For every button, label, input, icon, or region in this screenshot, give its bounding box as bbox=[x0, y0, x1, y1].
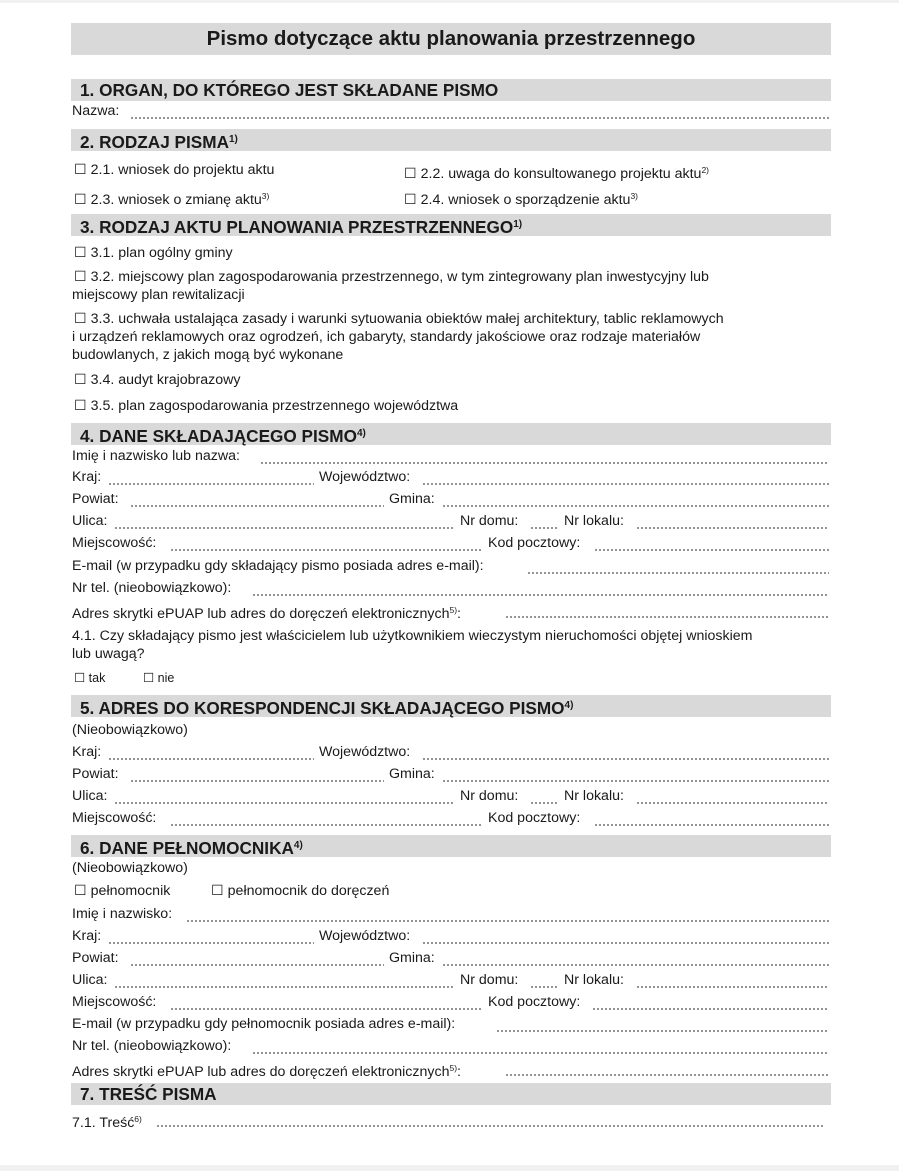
checkbox-3-2-line2: miejscowy plan rewitalizacji bbox=[72, 287, 245, 303]
fill-line-wojewodztwo[interactable] bbox=[422, 483, 829, 485]
document-page bbox=[0, 3, 899, 1165]
field-label-email: E-mail (w przypadku gdy składający pismo posiada adres e-mail): bbox=[72, 558, 484, 574]
fill-line-nr-domu[interactable] bbox=[530, 802, 558, 804]
checkbox-3-1[interactable]: ☐ 3.1. plan ogólny gminy bbox=[74, 245, 233, 261]
fill-line-gmina[interactable] bbox=[442, 964, 829, 966]
fill-line-wojewodztwo[interactable] bbox=[422, 942, 829, 944]
checkbox-2-4[interactable]: ☐ 2.4. wniosek o sporządzenie aktu$^{3)}$ bbox=[404, 191, 639, 208]
fill-line-tel[interactable] bbox=[252, 594, 829, 596]
checkbox-2-1[interactable]: ☐ 2.1. wniosek do projektu aktu bbox=[74, 162, 275, 178]
field-label-gmina: Gmina: bbox=[389, 491, 435, 507]
fill-line-nr-lokalu[interactable] bbox=[636, 986, 829, 988]
section-2-heading: 2. RODZAJ PISMA$^{1)}$ bbox=[71, 129, 831, 151]
field-label-nr-lokalu: Nr lokalu: bbox=[564, 788, 624, 804]
field-label-powiat: Powiat: bbox=[72, 950, 119, 966]
fill-line-powiat[interactable] bbox=[130, 780, 384, 782]
field-label-powiat: Powiat: bbox=[72, 491, 119, 507]
field-label-nr-domu: Nr domu: bbox=[460, 788, 519, 804]
checkbox-3-3[interactable]: ☐ 3.3. uchwała ustalająca zasady i warunki sytuowania obiektów małej architektury, tablic reklamowych bbox=[74, 311, 724, 327]
field-label-nr-domu: Nr domu: bbox=[460, 513, 519, 529]
checkbox-3-3-line3: budowlanych, z jakich mogą być wykonane bbox=[72, 347, 344, 363]
fill-line-kraj[interactable] bbox=[108, 483, 314, 485]
fill-line-nr-domu[interactable] bbox=[530, 527, 558, 529]
question-4-1: 4.1. Czy składający pismo jest właścicielem lub użytkownikiem wieczystym nieruchomości objętej wnioskiem bbox=[72, 628, 753, 644]
checkbox-2-3[interactable]: ☐ 2.3. wniosek o zmianę aktu$^{3)}$ bbox=[74, 191, 270, 208]
optional-note: (Nieobowiązkowo) bbox=[72, 722, 188, 738]
fill-line-miejscowosc[interactable] bbox=[170, 1008, 482, 1010]
fill-line-gmina[interactable] bbox=[442, 505, 829, 507]
field-label-kod: Kod pocztowy: bbox=[488, 535, 581, 551]
optional-note: (Nieobowiązkowo) bbox=[72, 860, 188, 876]
fill-line-kod[interactable] bbox=[594, 549, 829, 551]
field-label-wojewodztwo: Województwo: bbox=[319, 744, 411, 760]
section-1-heading: 1. ORGAN, DO KTÓREGO JEST SKŁADANE PISMO bbox=[71, 79, 831, 101]
section-6-heading: 6. DANE PEŁNOMOCNIKA$^{4)}$ bbox=[71, 835, 831, 857]
field-label-kraj: Kraj: bbox=[72, 928, 102, 944]
field-label-imie: Imię i nazwisko lub nazwa: bbox=[72, 448, 240, 464]
fill-line-powiat[interactable] bbox=[130, 505, 384, 507]
field-label-kraj: Kraj: bbox=[72, 469, 102, 485]
fill-line-ulica[interactable] bbox=[114, 986, 454, 988]
field-label-kod: Kod pocztowy: bbox=[488, 810, 581, 826]
field-label-imie: Imię i nazwisko: bbox=[72, 906, 173, 922]
checkbox-tak[interactable]: ☐ tak bbox=[74, 671, 106, 685]
fill-line-tresc[interactable] bbox=[156, 1125, 823, 1127]
checkbox-3-5[interactable]: ☐ 3.5. plan zagospodarowania przestrzennego województwa bbox=[74, 398, 459, 414]
field-label-epuap: Adres skrytki ePUAP lub adres do doręczeń elektronicznych$^{5)}$: bbox=[72, 1063, 461, 1080]
fill-line-wojewodztwo[interactable] bbox=[422, 758, 829, 760]
fill-line-epuap[interactable] bbox=[505, 1074, 829, 1076]
field-label-gmina: Gmina: bbox=[389, 766, 435, 782]
fill-line-ulica[interactable] bbox=[114, 802, 454, 804]
field-label-email: E-mail (w przypadku gdy pełnomocnik posiada adres e-mail): bbox=[72, 1016, 456, 1032]
fill-line-gmina[interactable] bbox=[442, 780, 829, 782]
fill-line-email[interactable] bbox=[527, 572, 829, 574]
field-label-powiat: Powiat: bbox=[72, 766, 119, 782]
field-label-tel: Nr tel. (nieobowiązkowo): bbox=[72, 580, 232, 596]
section-3-heading: 3. RODZAJ AKTU PLANOWANIA PRZESTRZENNEGO$^{1)}$ bbox=[71, 214, 831, 236]
fill-line-email[interactable] bbox=[496, 1030, 829, 1032]
field-label-gmina: Gmina: bbox=[389, 950, 435, 966]
fill-line-epuap[interactable] bbox=[505, 616, 829, 618]
field-label-kraj: Kraj: bbox=[72, 744, 102, 760]
section-7-heading: 7. TREŚĆ PISMA bbox=[71, 1083, 831, 1105]
field-label-ulica: Ulica: bbox=[72, 788, 108, 804]
fill-line-imie[interactable] bbox=[260, 462, 829, 464]
section-5-heading: 5. ADRES DO KORESPONDENCJI SKŁADAJĄCEGO PISMO$^{4)}$ bbox=[71, 695, 831, 717]
fill-line-kod[interactable] bbox=[592, 1008, 829, 1010]
fill-line-nr-lokalu[interactable] bbox=[636, 802, 829, 804]
field-label-kod: Kod pocztowy: bbox=[488, 994, 581, 1010]
checkbox-2-2[interactable]: ☐ 2.2. uwaga do konsultowanego projektu aktu$^{2)}$ bbox=[404, 165, 710, 182]
fill-line-tel[interactable] bbox=[252, 1052, 829, 1054]
document-title: Pismo dotyczące aktu planowania przestrzennego bbox=[71, 23, 831, 55]
fill-line-kraj[interactable] bbox=[108, 758, 314, 760]
field-label-tel: Nr tel. (nieobowiązkowo): bbox=[72, 1038, 232, 1054]
field-label-wojewodztwo: Województwo: bbox=[319, 928, 411, 944]
field-label-ulica: Ulica: bbox=[72, 513, 108, 529]
fill-line-nr-domu[interactable] bbox=[530, 986, 558, 988]
fill-line-kraj[interactable] bbox=[108, 942, 314, 944]
checkbox-3-3-line2: i urządzeń reklamowych oraz ogrodzeń, ich gabaryty, standardy jakościowe oraz rodzaje materiałów bbox=[72, 329, 701, 345]
field-label-wojewodztwo: Województwo: bbox=[319, 469, 411, 485]
question-4-1-line2: lub uwagą? bbox=[72, 646, 145, 662]
field-label-miejscowosc: Miejscowość: bbox=[72, 535, 157, 551]
fill-line-nazwa[interactable] bbox=[130, 117, 829, 119]
field-label-tresc: 7.1. Treść$^{6)}$ bbox=[72, 1114, 142, 1131]
fill-line-nr-lokalu[interactable] bbox=[636, 527, 829, 529]
checkbox-pelnomocnik[interactable]: ☐ pełnomocnik bbox=[74, 883, 171, 899]
checkbox-nie[interactable]: ☐ nie bbox=[143, 671, 175, 685]
checkbox-3-4[interactable]: ☐ 3.4. audyt krajobrazowy bbox=[74, 372, 241, 388]
fill-line-miejscowosc[interactable] bbox=[170, 824, 482, 826]
fill-line-miejscowosc[interactable] bbox=[170, 549, 482, 551]
fill-line-ulica[interactable] bbox=[114, 527, 454, 529]
checkbox-pelnomocnik-doreczen[interactable]: ☐ pełnomocnik do doręczeń bbox=[211, 883, 390, 899]
field-label-nazwa: Nazwa: bbox=[72, 103, 120, 119]
fill-line-imie[interactable] bbox=[186, 920, 829, 922]
field-label-miejscowosc: Miejscowość: bbox=[72, 810, 157, 826]
fill-line-powiat[interactable] bbox=[130, 964, 384, 966]
field-label-nr-lokalu: Nr lokalu: bbox=[564, 513, 624, 529]
fill-line-kod[interactable] bbox=[594, 824, 829, 826]
section-4-heading: 4. DANE SKŁADAJĄCEGO PISMO$^{4)}$ bbox=[71, 423, 831, 445]
field-label-ulica: Ulica: bbox=[72, 972, 108, 988]
checkbox-3-2[interactable]: ☐ 3.2. miejscowy plan zagospodarowania przestrzennego, w tym zintegrowany plan inwestycyjny lub bbox=[74, 269, 709, 285]
field-label-epuap: Adres skrytki ePUAP lub adres do doręczeń elektronicznych$^{5)}$: bbox=[72, 605, 461, 622]
field-label-miejscowosc: Miejscowość: bbox=[72, 994, 157, 1010]
field-label-nr-domu: Nr domu: bbox=[460, 972, 519, 988]
field-label-nr-lokalu: Nr lokalu: bbox=[564, 972, 624, 988]
